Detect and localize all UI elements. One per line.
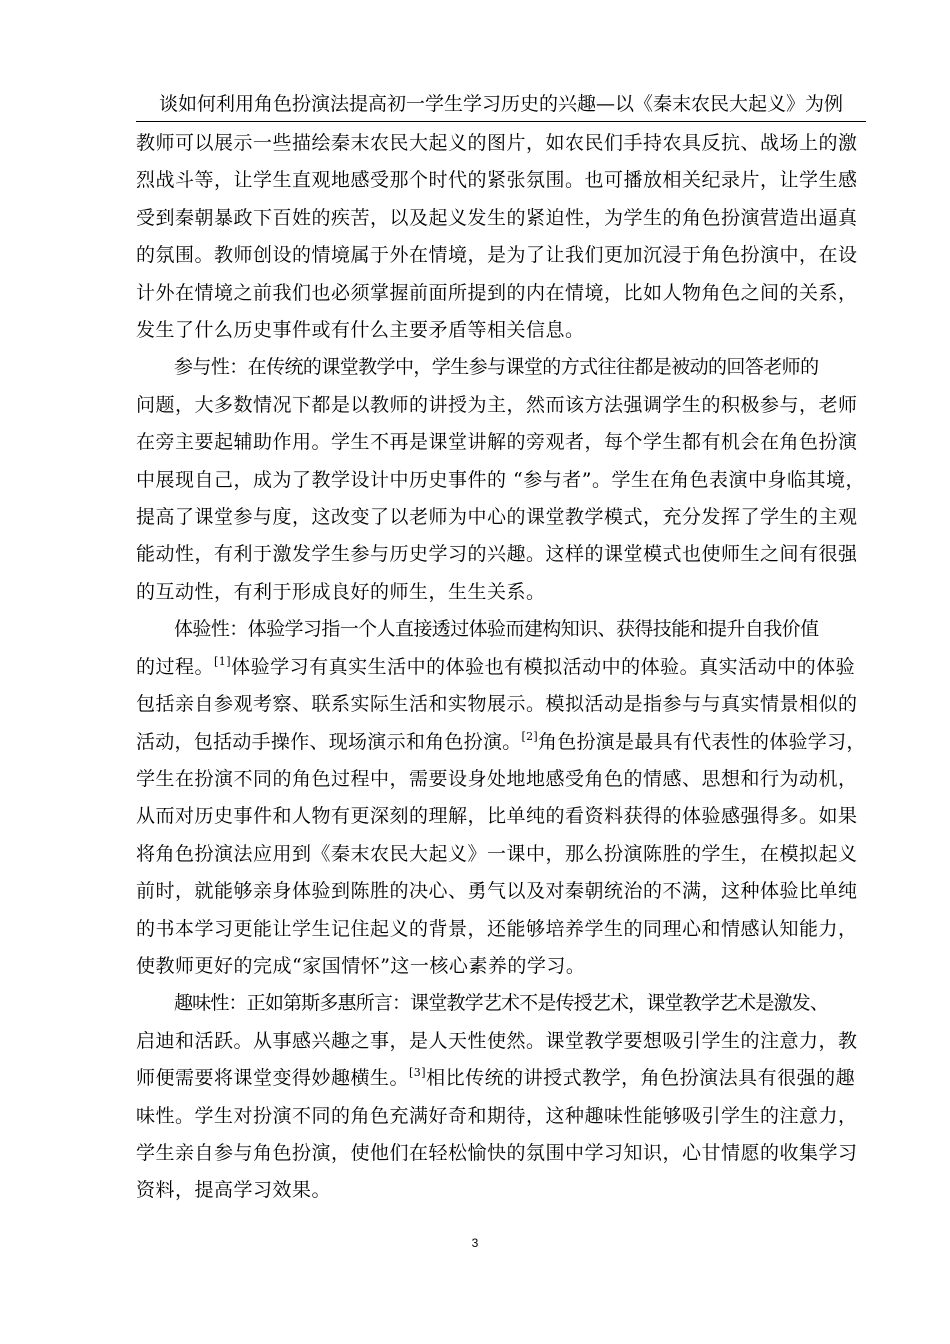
text-line: 将角色扮演法应用到《秦末农民大起义》一课中，那么扮演陈胜的学生，在模拟起义: [136, 842, 858, 865]
text-line: 的书本学习更能让学生记住起义的背景，还能够培养学生的同理心和情感认知能力，: [136, 917, 858, 940]
text-line: 的互动性，有利于形成良好的师生，生生关系。: [136, 580, 546, 603]
body-text: [136, 125, 866, 1210]
text-line: 受到秦朝暴政下百姓的疾苦，以及起义发生的紧迫性，为学生的角色扮演营造出逼真: [136, 206, 858, 229]
text-line: 趣味性：正如第斯多惠所言：课堂教学艺术不是传授艺术，课堂教学艺术是激发、: [174, 992, 829, 1015]
text-line: 发生了什么历史事件或有什么主要矛盾等相关信息。: [136, 319, 585, 342]
text-line: 从而对历史事件和人物有更深刻的理解，比单纯的看资料获得的体验感强得多。如果: [136, 805, 858, 828]
text-line: 资料，提高学习效果。: [136, 1179, 332, 1202]
text-line: 烈战斗等，让学生直观地感受那个时代的紧张氛围。也可播放相关纪录片，让学生感: [136, 169, 858, 192]
text-line: 提高了课堂参与度，这改变了以老师为中心的课堂教学模式，充分发挥了学生的主观: [136, 506, 858, 529]
text-segment: 相比传统的讲授式教学，角色扮演法具有很强的趣: [426, 1067, 856, 1090]
text-line: [136, 1060, 866, 1097]
text-line: 中展现自己，成为了教学设计中历史事件的 “参与者”。学生在角色表演中身临其境，: [136, 468, 865, 491]
text-line: 包括亲自参观考察、联系实际生活和实物展示。模拟活动是指参与与真实情景相似的: [136, 693, 858, 716]
text-line: 前时，就能够亲身体验到陈胜的决心、勇气以及对秦朝统治的不满，这种体验比单纯: [136, 880, 858, 903]
text-segment: 角色扮演是最具有代表性的体验学习，: [537, 730, 866, 753]
text-line: [136, 649, 866, 686]
citation-marker: [1]: [214, 654, 232, 668]
text-line: 味性。学生对扮演不同的角色充满好奇和期待，这种趣味性能够吸引学生的注意力，: [136, 1104, 858, 1127]
paragraph-interest: [136, 985, 866, 1209]
text-line: 体验性：体验学习指一个人直接透过体验而建构知识、获得技能和提升自我价值: [174, 618, 819, 641]
text-line: 学生在扮演不同的角色过程中，需要设身处地地感受角色的情感、思想和行为动机，: [136, 767, 858, 790]
text-segment: 的过程。: [136, 655, 215, 678]
page-number: 3: [471, 1236, 479, 1250]
text-segment: 师便需要将课堂变得妙趣横生。: [136, 1067, 410, 1090]
paragraph-experience: [136, 611, 866, 985]
text-segment: 活动，包括动手操作、现场演示和角色扮演。: [136, 730, 522, 753]
text-line: [136, 724, 866, 761]
text-segment: 体验学习有真实生活中的体验也有模拟活动中的体验。真实活动中的体验: [231, 655, 856, 678]
text-line: 学生亲自参与角色扮演，使他们在轻松愉快的氛围中学习知识，心甘情愿的收集学习: [136, 1141, 858, 1164]
text-line: 教师可以展示一些描绘秦末农民大起义的图片，如农民们手持农具反抗、战场上的激: [136, 132, 858, 154]
text-line: 计外在情境之前我们也必须掌握前面所提到的内在情境，比如人物角色之间的关系，: [136, 281, 858, 304]
paragraph-participation: [136, 349, 866, 611]
text-line: 启迪和活跃。从事感兴趣之事，是人天性使然。课堂教学要想吸引学生的注意力，教: [136, 1029, 858, 1052]
text-line: 的氛围。教师创设的情境属于外在情境，是为了让我们更加沉浸于角色扮演中，在设: [136, 244, 858, 267]
citation-marker: [2]: [521, 729, 538, 743]
text-line: 能动性，有利于激发学生参与历史学习的兴趣。这样的课堂模式也使师生之间有很强: [136, 543, 858, 566]
text-line: 参与性：在传统的课堂教学中，学生参与课堂的方式往往都是被动的回答老师的: [174, 356, 819, 379]
citation-marker: [3]: [409, 1066, 427, 1080]
text-line: 在旁主要起辅助作用。学生不再是课堂讲解的旁观者，每个学生都有机会在角色扮演: [136, 431, 858, 454]
text-line: 使教师更好的完成“家国情怀”这一核心素养的学习。: [136, 954, 586, 977]
paragraph-context: [136, 125, 866, 349]
header-rule: [136, 121, 866, 122]
text-line: 问题，大多数情况下都是以教师的讲授为主，然而该方法强调学生的积极参与，老师: [136, 393, 858, 416]
running-header: 谈如何利用角色扮演法提高初一学生学习历史的兴趣—以《秦末农民大起义》为例: [158, 93, 843, 115]
